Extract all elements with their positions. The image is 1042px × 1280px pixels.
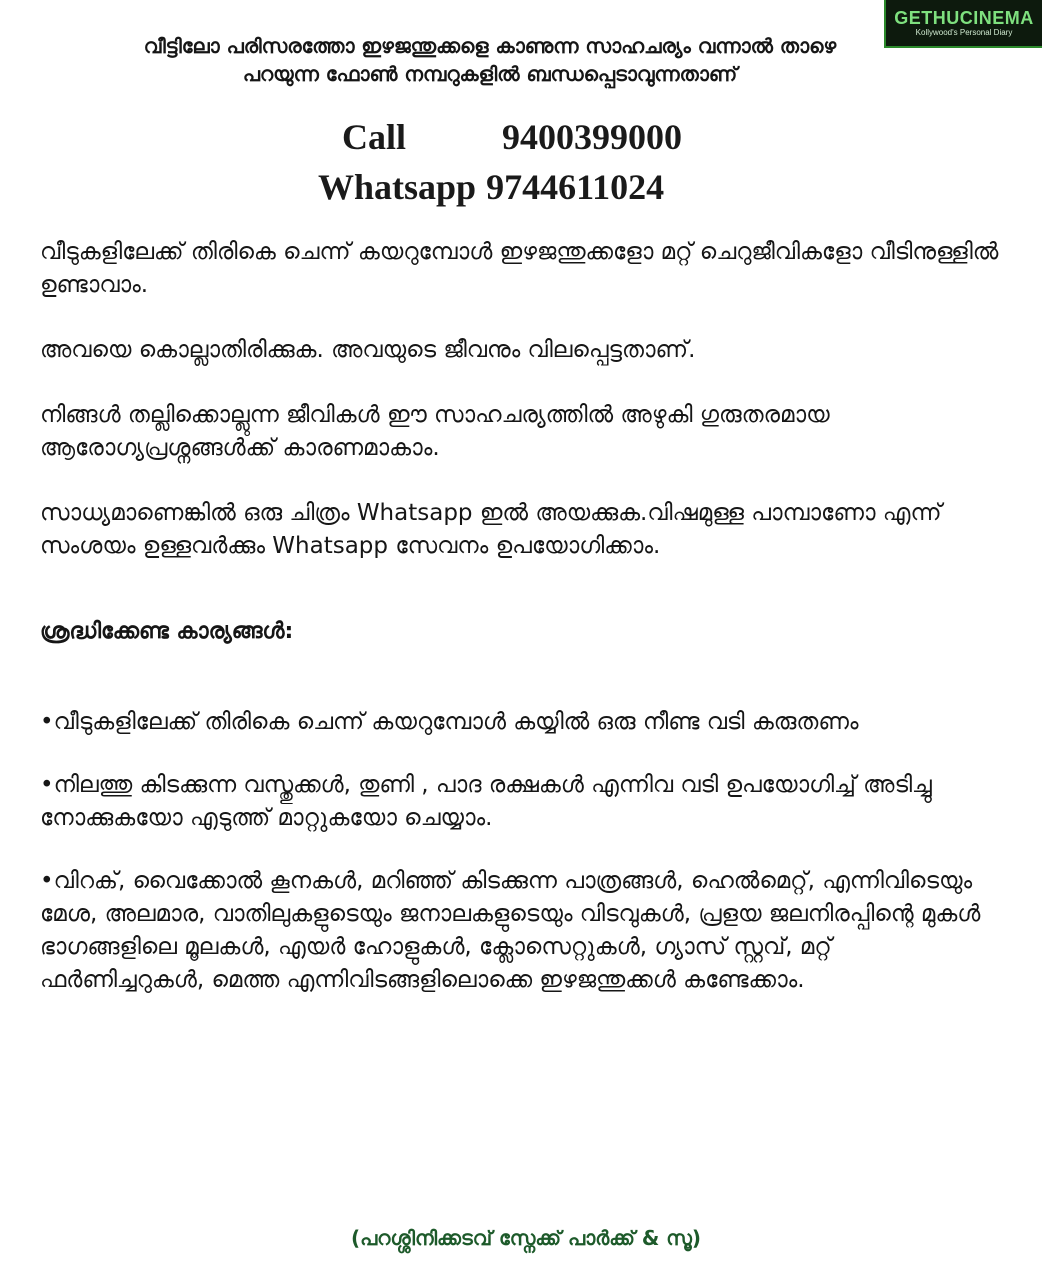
bullet-item: •വിറക്, വൈക്കോൽ കൂനകൾ, മറിഞ്ഞ് കിടക്കുന്ന പാത്രങ്ങൾ, ഹെൽമെറ്റ്, എന്നിവിടെയും മേശ, അലമാര, വാതിലുകളുടെയും ജനാലകളുടെയും വിടവുകൾ, പ്രളയ ജലനിരപ്പിന്റെ മുകൾ ഭാഗങ്ങളിലെ മൂലകൾ, എയർ ഹോളുകൾ, ക്ലോസെറ്റുകൾ, ഗ്യാസ് സ്റ്റവ്, മറ്റ് ഫർണിച്ചറുകൾ, മെത്ത എന്നിവിടങ്ങളിലൊക്കെ ഇഴജന്തുക്കൾ കണ്ടേക്കാം. bbox=[40, 868, 981, 993]
call-row bbox=[300, 112, 760, 162]
header-line-2: പറയുന്ന ഫോൺ നമ്പറുകളിൽ ബന്ധപ്പെടാവുന്നതാണ് bbox=[242, 62, 738, 86]
header-line-1: വീട്ടിലോ പരിസരത്തോ ഇഴജന്തുക്കളെ കാണുന്ന സാഹചര്യം വന്നാൽ താഴെ bbox=[143, 34, 837, 58]
call-label: Call bbox=[342, 117, 407, 157]
whatsapp-number: 9744611024 bbox=[486, 167, 665, 207]
paragraph: നിങ്ങൾ തല്ലിക്കൊല്ലുന്ന ജീവികൾ ഈ സാഹചര്യത്തിൽ അഴുകി ഗുരുതരമായ ആരോഗ്യപ്രശ്നങ്ങൾക്ക് കാരണമാകാം. bbox=[40, 402, 830, 461]
watermark-tagline: Kollywood's Personal Diary bbox=[915, 28, 1013, 37]
bullet-item: •നിലത്തു കിടക്കുന്ന വസ്തുക്കൾ, തുണി , പാദ രക്ഷകൾ എന്നിവ വടി ഉപയോഗിച്ച് അടിച്ചു നോക്കുകയോ എടുത്ത് മാറ്റുകയോ ചെയ്യാം. bbox=[40, 772, 932, 831]
paragraph: വീടുകളിലേക്ക് തിരികെ ചെന്ന് കയറുമ്പോൾ ഇഴജന്തുക്കളോ മറ്റ് ചെറുജീവികളോ വീടിനുള്ളിൽ ഉണ്ടാവാം. bbox=[40, 239, 999, 298]
call-number: 9400399000 bbox=[502, 117, 682, 157]
source-footer: (പറശ്ശിനിക്കടവ് സ്നേക്ക് പാർക്ക് & സൂ) bbox=[350, 1226, 702, 1250]
notice-body bbox=[40, 236, 1000, 1027]
notice-header bbox=[40, 32, 940, 88]
watermark-title: GETHUCINEMA bbox=[894, 8, 1034, 28]
bullet-item: •വീടുകളിലേക്ക് തിരികെ ചെന്ന് കയറുമ്പോൾ കയ്യിൽ ഒരു നീണ്ട വടി കരുതണം bbox=[40, 709, 859, 735]
paragraph: അവയെ കൊല്ലാതിരിക്കുക. അവയുടെ ജീവനും വിലപ്പെട്ടതാണ്. bbox=[40, 337, 696, 363]
whatsapp-row bbox=[300, 162, 760, 212]
paragraph: സാധ്യമാണെങ്കിൽ ഒരു ചിത്രം Whatsapp ഇൽ അയക്കുക.വിഷമുള്ള പാമ്പാണോ എന്ന് സംശയം ഉള്ളവർക്കും Whatsapp സേവനം ഉപയോഗിക്കാം. bbox=[40, 500, 942, 559]
contact-block bbox=[300, 112, 760, 212]
whatsapp-label: Whatsapp bbox=[318, 167, 477, 207]
section-heading: ശ്രദ്ധിക്കേണ്ട കാര്യങ്ങൾ: bbox=[40, 619, 294, 644]
